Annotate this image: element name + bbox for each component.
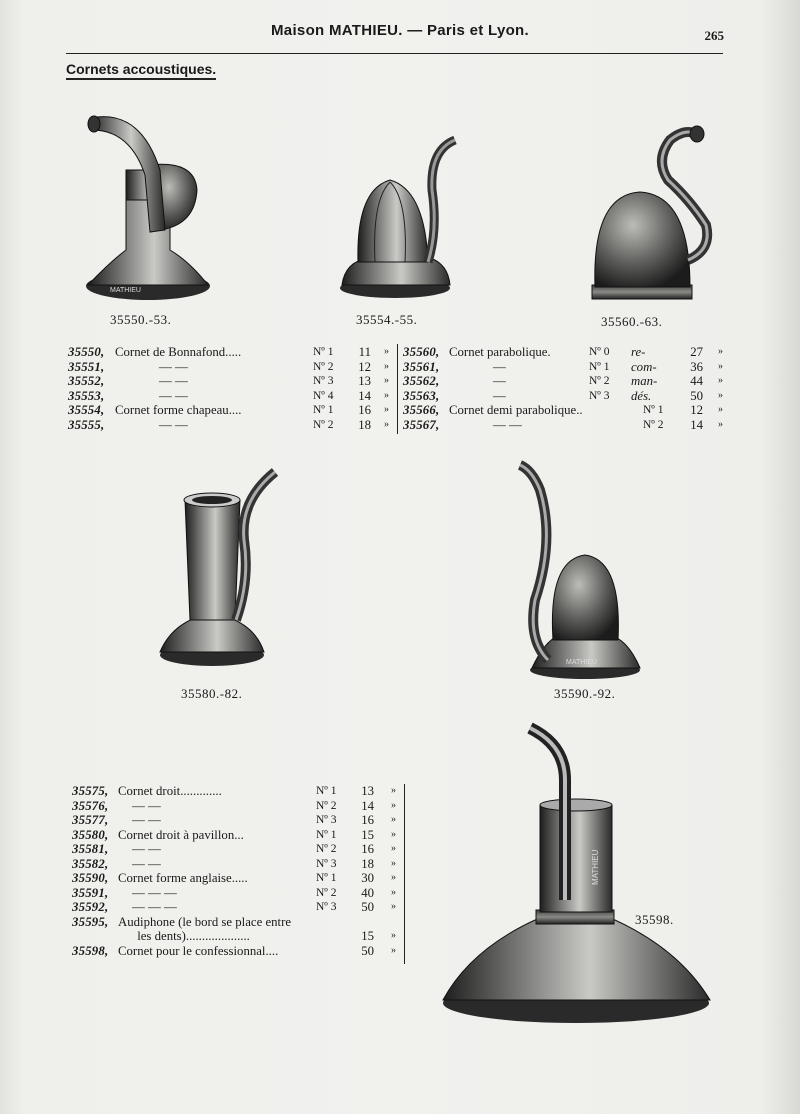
- table-row: 35550, Cornet de Bonnafond..... Nº 1 11 »: [68, 345, 389, 359]
- table-row: 35562, — Nº 2 man- 44 »: [403, 374, 723, 388]
- caption-35580: 35580.-82.: [181, 686, 243, 701]
- table-row: 35598, Cornet pour le confessionnal.... 50 »: [72, 943, 396, 958]
- table-row: 35554, Cornet forme chapeau.... Nº 1 16 »: [68, 403, 389, 417]
- caption-35598: 35598.: [635, 912, 674, 927]
- maker-mark: MATHIEU: [591, 849, 600, 885]
- price-table-bottom: [72, 784, 396, 958]
- straight-cornet-illustration: [160, 472, 275, 666]
- column-divider: [397, 344, 398, 434]
- table-row: 35595, Audiphone (le bord se place entre: [72, 914, 292, 929]
- table-row: 35555, — — Nº 2 18 »: [68, 417, 389, 432]
- table-row: 35581, — — Nº 2 16 »: [72, 842, 396, 856]
- table-row: 35551, — — Nº 2 12 »: [68, 359, 389, 374]
- caption-35550: 35550.-53.: [110, 312, 172, 327]
- table-row: 35590, Cornet forme anglaise..... Nº 1 30 »: [72, 871, 396, 885]
- caption-35554: 35554.-55.: [356, 312, 418, 327]
- table-row: 35566, Cornet demi parabolique.. Nº 1 12 »: [403, 403, 723, 417]
- bonnafond-cornet-illustration: [86, 116, 210, 300]
- table-row: les dents).................... 15 »: [118, 929, 396, 943]
- column-divider: [404, 784, 405, 964]
- table-row: 35553, — — Nº 4 14 »: [68, 388, 389, 403]
- table-row: 35592, — — — Nº 3 50 »: [72, 900, 396, 914]
- page-header-title: Maison MATHIEU. — Paris et Lyon.: [271, 22, 529, 39]
- chapeau-cornet-illustration: [340, 140, 455, 298]
- maker-mark: MATHIEU: [110, 287, 141, 294]
- table-row: 35582, — — Nº 3 18 »: [72, 856, 396, 871]
- english-cornet-illustration: [520, 465, 640, 679]
- caption-35560: 35560.-63.: [601, 314, 663, 329]
- table-row: 35580, Cornet droit à pavillon... Nº 1 15 »: [72, 827, 396, 842]
- table-row: 35567, — — Nº 2 14 »: [403, 417, 723, 432]
- table-row: 35563, — Nº 3 dés. 50 »: [403, 388, 723, 403]
- confessional-cornet-illustration: [443, 728, 710, 1023]
- section-title: Cornets accoustiques.: [66, 61, 216, 80]
- table-row: 35561, — Nº 1 com- 36 »: [403, 359, 723, 374]
- table-row: 35575, Cornet droit............. Nº 1 13 »: [72, 784, 396, 798]
- table-row: 35576, — — Nº 2 14 »: [72, 798, 396, 813]
- maker-mark: MATHIEU: [566, 659, 597, 666]
- table-row: 35552, — — Nº 3 13 »: [68, 374, 389, 388]
- table-row: 35577, — — Nº 3 16 »: [72, 813, 396, 827]
- page-number: 265: [704, 28, 724, 43]
- caption-35590: 35590.-92.: [554, 686, 616, 701]
- table-row: 35591, — — — Nº 2 40 »: [72, 885, 396, 900]
- price-table-left: [68, 345, 389, 432]
- price-table-right: [403, 345, 723, 432]
- table-row: 35560, Cornet parabolique. Nº 0 re- 27 »: [403, 345, 723, 359]
- parabolic-cornet-illustration: [592, 126, 707, 299]
